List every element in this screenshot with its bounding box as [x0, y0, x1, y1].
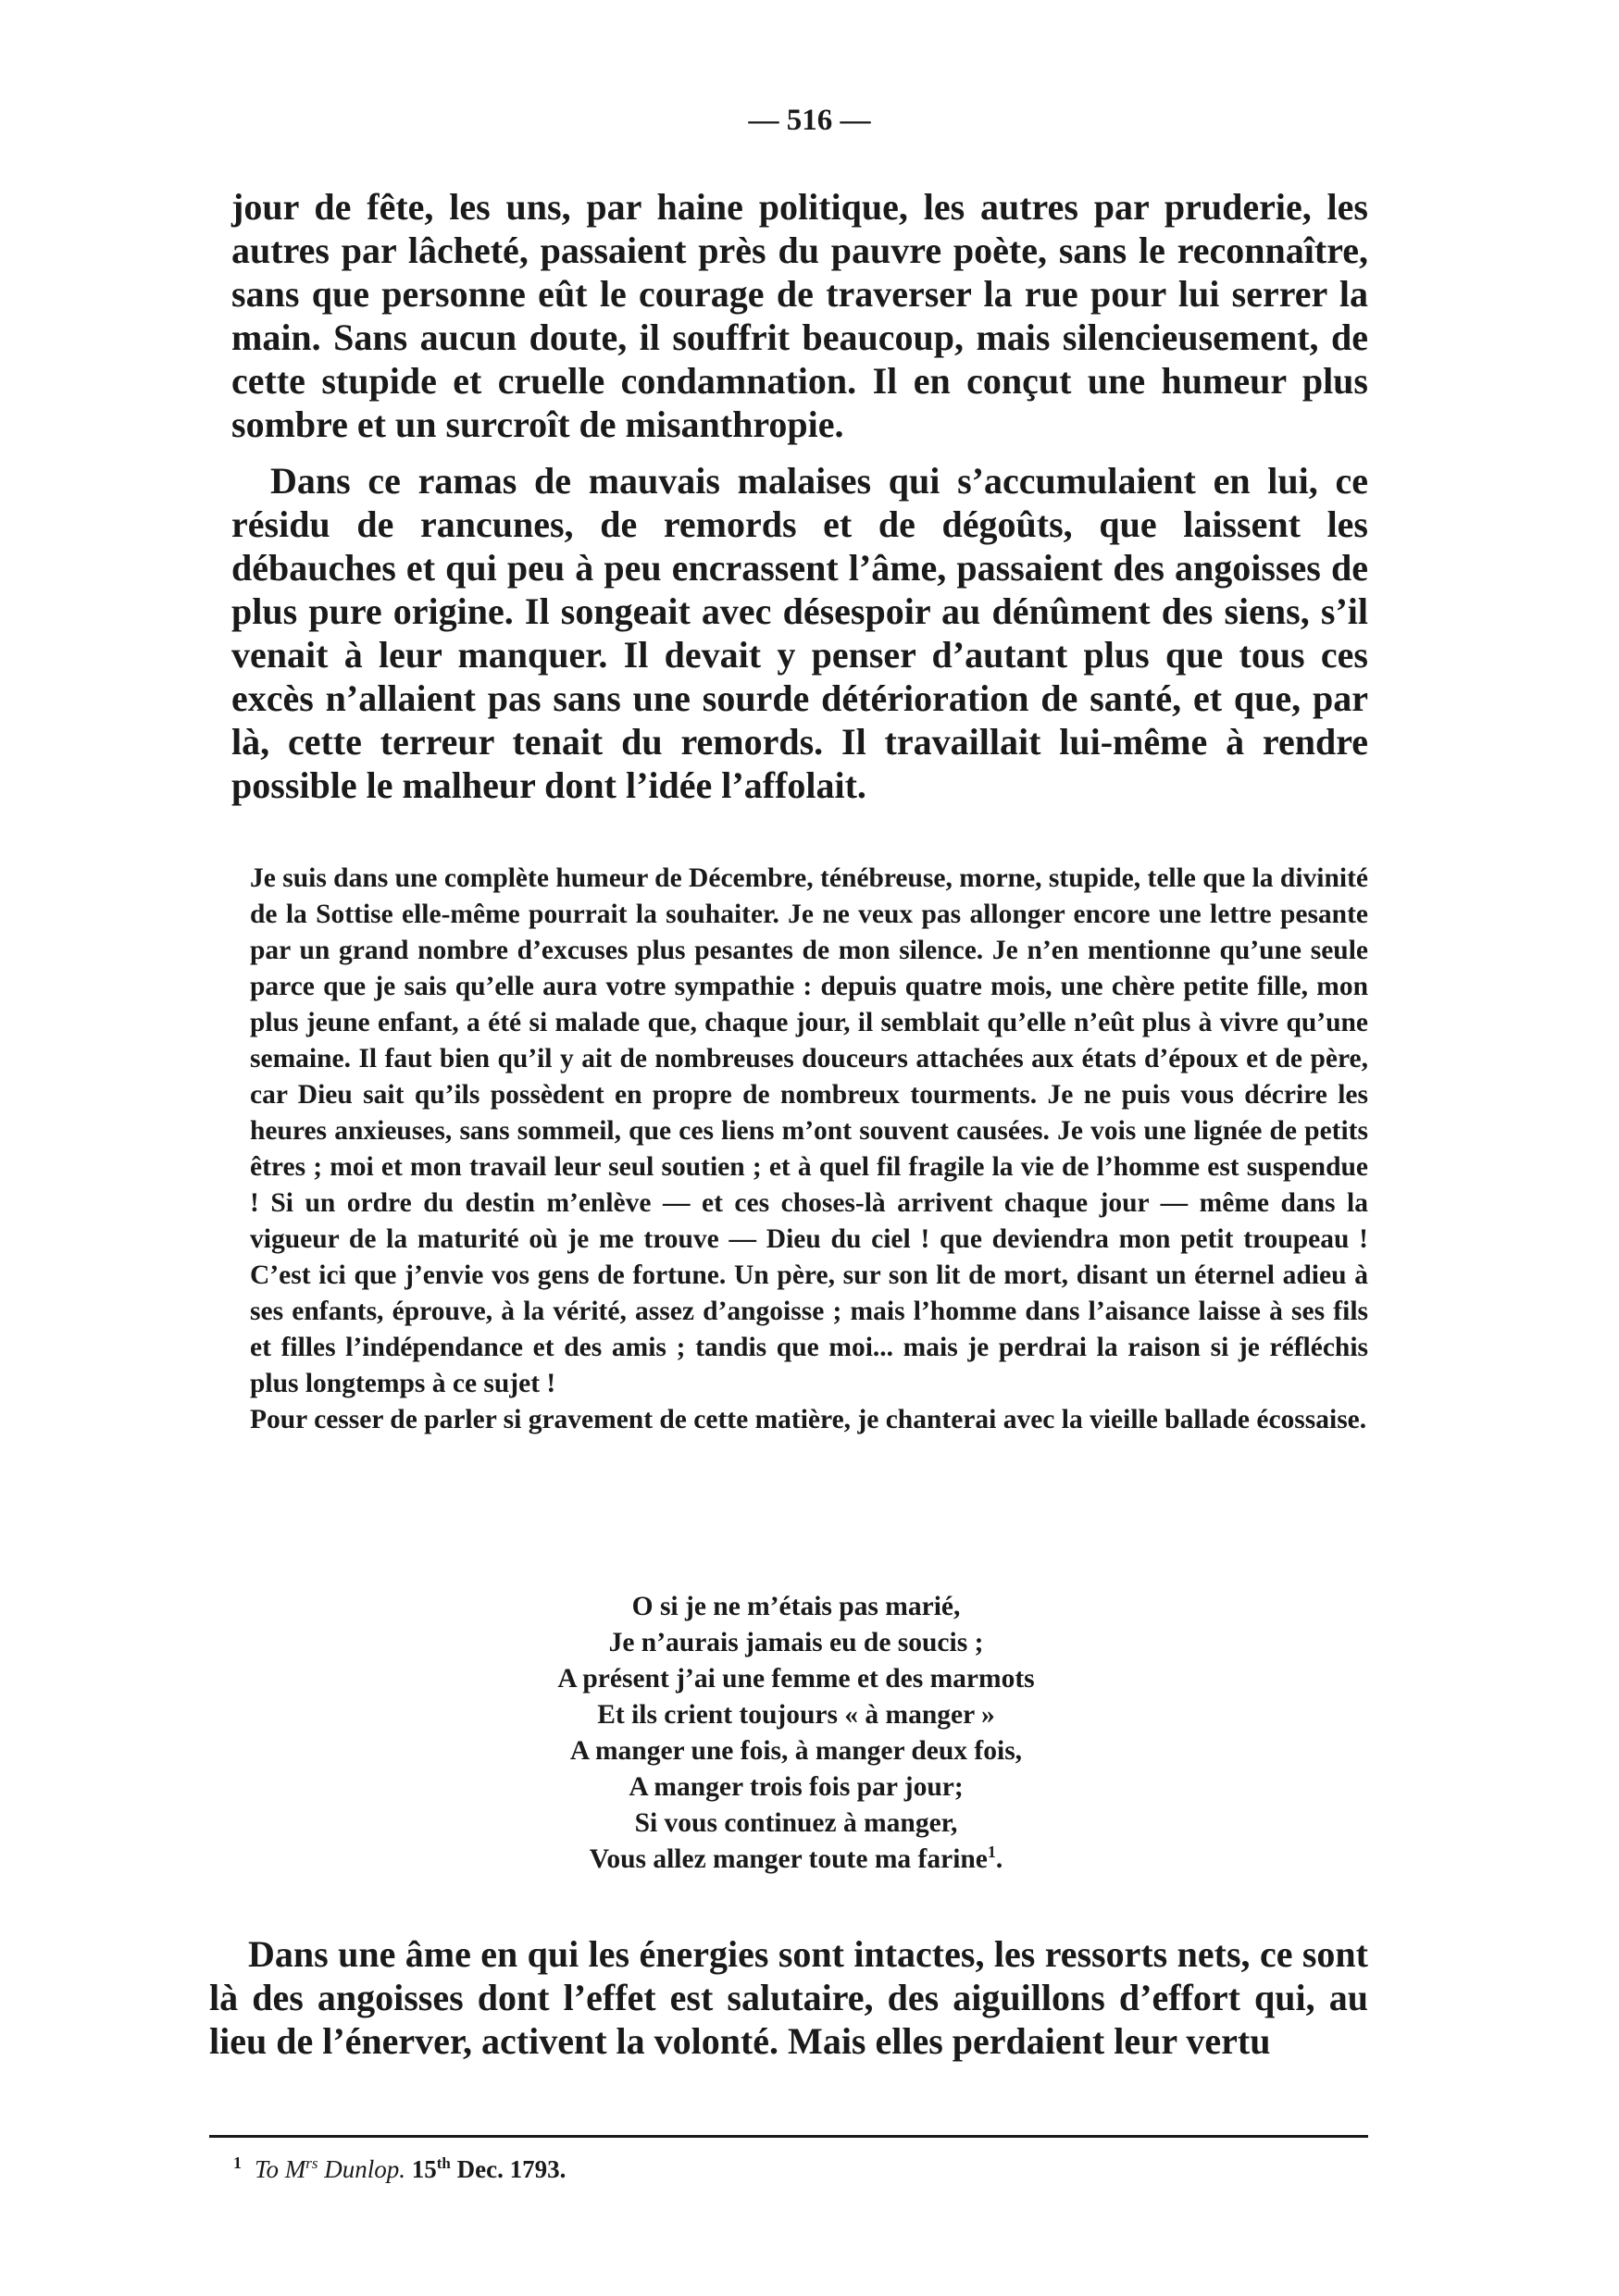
footnote-date: Dec. 1793. — [450, 2155, 567, 2183]
footnote-reference: 1 — [987, 1843, 996, 1862]
paragraph-3-text: Dans une âme en qui les énergies sont intactes, les ressorts nets, ce sont là des angoisses dont l’effet est salutaire, des aiguillons d’effort qui, au lieu de l’énerver, activent la volonté. Mais elles perdaient leur vertu — [209, 1933, 1368, 2062]
paragraph-2 — [231, 459, 1368, 807]
poem-line-last — [518, 1842, 1074, 1878]
poem-end-punctuation: . — [995, 1844, 1003, 1874]
paragraph-1-text: jour de fête, les uns, par haine politique, les autres par pruderie, les autres par lâcheté, passaient près du pauvre poète, sans le reconnaître, sans que personne eût le courage de traverser la rue pour lui serrer la main. Sans aucun doute, il souffrit beaucoup, mais silencieusement, de cette stupide et cruelle condamnation. Il en conçut une humeur plus sombre et un surcroît de misanthropie. — [231, 186, 1368, 445]
letter-quotation — [250, 861, 1368, 1438]
ballad-poem — [518, 1589, 1074, 1878]
footnote-to: To M — [255, 2155, 306, 2183]
poem-line: Si vous continuez à manger, — [634, 1808, 958, 1838]
paragraph-1 — [231, 185, 1368, 446]
poem-line: A manger une fois, à manger deux fois, — [569, 1736, 1023, 1766]
poem-line: A manger trois fois par jour; — [629, 1772, 964, 1802]
footnote-day: 15 — [405, 2155, 437, 2183]
poem-line: Je n’aurais jamais eu de soucis ; — [608, 1628, 984, 1657]
page-number: — 516 — — [748, 104, 871, 137]
poem-line-text: Vous allez manger toute ma farine — [589, 1844, 988, 1874]
poem-line: Et ils crient toujours « à manger » — [597, 1700, 995, 1730]
footnote-divider — [209, 2135, 1368, 2138]
footnote-day-sup: th — [436, 2154, 451, 2172]
quotation-paragraph-1: Je suis dans une complète humeur de Décembre, ténébreuse, morne, stupide, telle que la divinité de la Sottise elle-même pourrait la souhaiter. Je ne veux pas allonger encore une lettre pesante par un grand nombre d’excuses plus pesantes de mon silence. Je n’en mentionne qu’une seule parce que je sais qu’elle aura votre sympathie : depuis quatre mois, une chère petite fille, mon plus jeune enfant, a été si malade que, chaque jour, il semblait qu’elle n’eût plus à vivre qu’une semaine. Il faut bien qu’il y ait de nombreuses douceurs attachées aux états d’époux et de père, car Dieu sait qu’ils possèdent en propre de nombreux tourments. Je ne puis vous décrire les heures anxieuses, sans sommeil, que ces liens m’ont souvent causées. Je vois une lignée de petits êtres ; moi et mon travail leur seul soutien ; et à quel fil fragile la vie de l’homme est suspendue ! Si un ordre du destin m’enlève — et ces choses-là arrivent chaque jour — même dans la vigueur de la maturité où je me trouve — Dieu du ciel ! que deviendra mon petit troupeau ! C’est ici que j’envie vos gens de fortune. Un père, sur son lit de mort, disant un éternel adieu à ses enfants, éprouve, à la vérité, assez d’angoisse ; mais l’homme dans l’aisance laisse à ses fils et filles l’indépendance et des amis ; tandis que moi... mais je perdrai la raison si je réfléchis plus longtemps à ce sujet ! — [250, 863, 1368, 1398]
paragraph-3 — [209, 1932, 1368, 2063]
poem-line: O si je ne m’étais pas marié, — [631, 1592, 961, 1621]
footnote-title-sup: rs — [305, 2154, 318, 2172]
footnote-marker: 1 — [233, 2153, 242, 2172]
paragraph-2-text: Dans ce ramas de mauvais malaises qui s’accumulaient en lui, ce résidu de rancunes, de remords et de dégoûts, que laissent les débauches et qui peu à peu encrassent l’âme, passaient des angoisses de plus pure origine. Il songeait avec désespoir au dénûment des siens, s’il venait à leur manquer. Il devait y penser d’autant plus que tous ces excès n’allaient pas sans une sourde détérioration de santé, et que, par là, cette terreur tenait du remords. Il travaillait lui-même à rendre possible le malheur dont l’idée l’affolait. — [231, 460, 1368, 806]
footnote-name: Dunlop. — [318, 2155, 406, 2183]
poem-line: A présent j’ai une femme et des marmots — [557, 1664, 1035, 1694]
quotation-paragraph-2: Pour cesser de parler si gravement de cette matière, je chanterai avec la vieille ballade écossaise. — [250, 1405, 1367, 1434]
footnote — [233, 2153, 566, 2186]
